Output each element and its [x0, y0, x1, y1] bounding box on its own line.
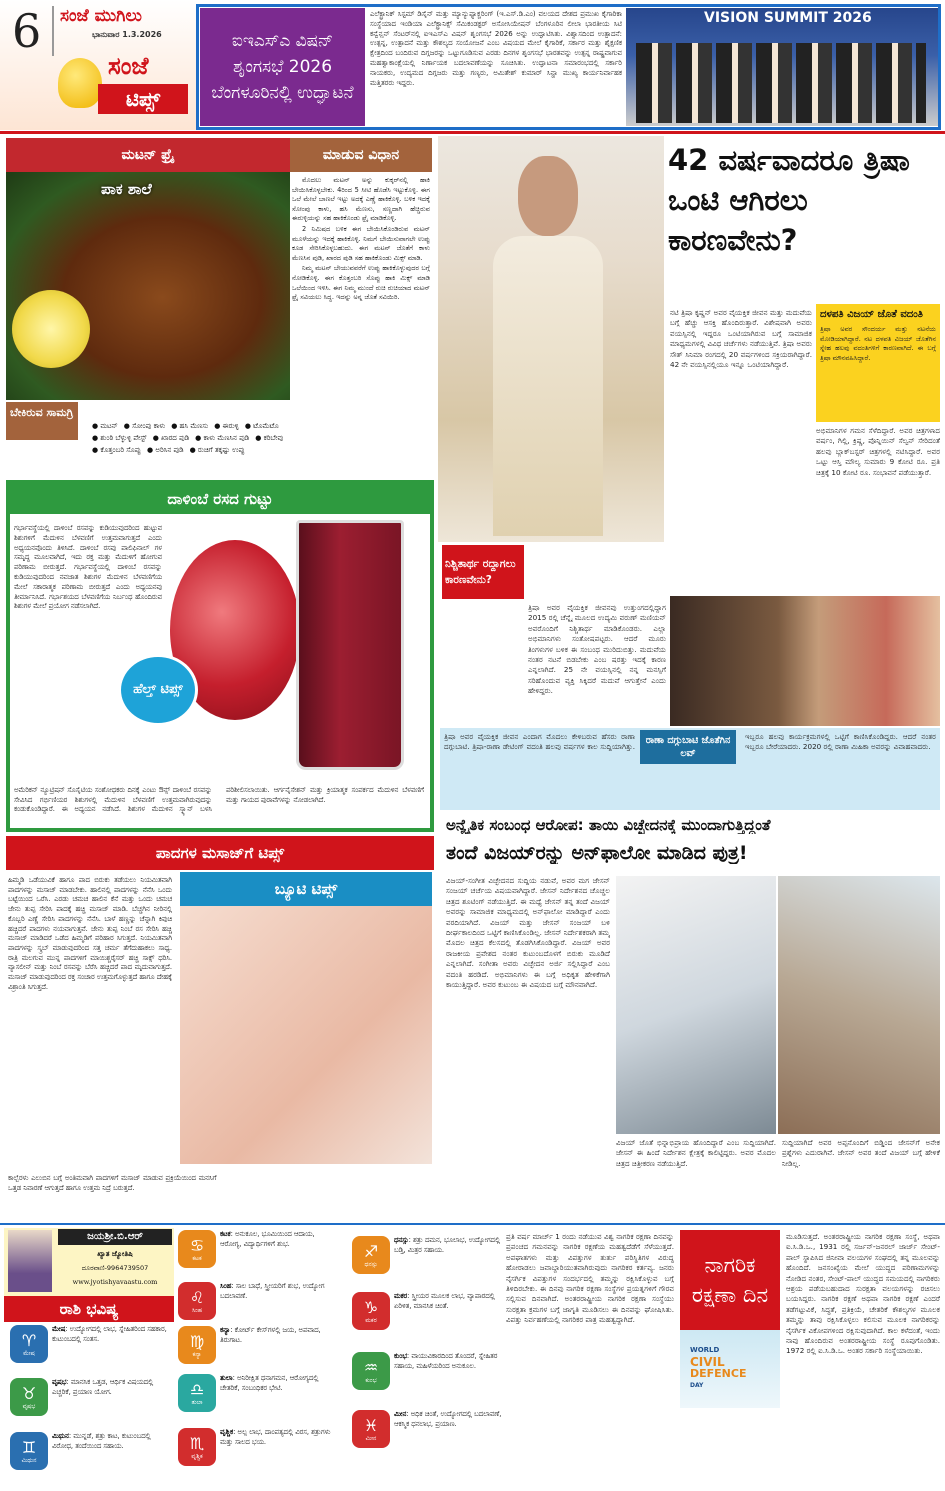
ingredient-item: ● ಖಾರದ ಪುಡಿ [152, 434, 190, 442]
ingredient-item: ● ರುಚಿಗೆ ತಕ್ಕಷ್ಟು ಉಪ್ಪು [189, 446, 245, 454]
vijay-caption: ಸುದ್ದಿಯಾಗಿದೆ ಅವರ ಅಪ್ಪನೊಂದಿಗೆ ಬಿಡ್ಡಿಂದ ಜೇಸನ್‌ಗೆ ಅನೇಕ ಪ್ರಶ್ನೆಗಳು ಎದುರಾಗಿವೆ. ಜೇಸನ್ ಅವರ ತಂದೆ ವಿಜಯ್ ಬಗ್ಗೆ ಹೇಳಿಕೆ ನೀಡಿಲ್ಲ. [782, 1138, 940, 1168]
astrologer-name: ಜಯಶ್ರೀ.ಬಿ.ಆರ್ [58, 1229, 172, 1245]
astrologer-avatar [8, 1230, 52, 1292]
sign-prediction: ಸ್ತ್ರೀಯರ ಮೂಲಕ ಲಾಭ, ವ್ಯಾಪಾರದಲ್ಲಿ ಏರಿಳಿತ, ಮಾನಸಿಕ ಚಿಂತೆ. [394, 1292, 495, 1310]
zodiac-glyph: ♈ [21, 1330, 37, 1350]
method-step: ನಿಮ್ಮ ಮಟನ್ ಬೇಯುವವರೆಗೆ ಉಪ್ಪು ಹಾಕಿಕೊಳ್ಳುವುದರ ಬಗ್ಗೆ ನೋಡಿಕೊಳ್ಳಿ. ಈಗ ಕೊತ್ತಂಬರಿ ಸೊಪ್ಪು ಹಾಕಿ ಮಿಕ್ಸ್ ಮಾಡಿ ಒಲೆಯಿಂದ ಇಳಿಸಿ. ಈಗ ನಿಮ್ಮ ಮುಂದೆ ರುಚಿ ರುಚಿಯಾದ ಮಟನ್ ಫ್ರೈ ಸವಿಯಲು ಸಿದ್ಧ. ಇದನ್ನು ಅನ್ನ ಜೊತೆ ಸವಿಯಿರಿ. [292, 264, 430, 302]
pomegranate-body: ಗರ್ಭಾವಸ್ಥೆಯಲ್ಲಿ ದಾಳಿಂಬೆ ರಸವನ್ನು ಕುಡಿಯುವುದರಿಂದ ಹುಟ್ಟುವ ಶಿಶುಗಳಿಗೆ ಮೆದುಳಿನ ಬೆಳವಣಿಗೆ ಉತ್ತಮವಾಗುತ್ತದೆ ಎಂದು ಅಧ್ಯಯನವೊಂದು ತಿಳಿಸಿದೆ. ದಾಳಿಂಬೆ ರಸವು ಪಾಲಿಫಿನಾಲ್ ಗಳ ಸಮೃದ್ಧ ಮೂಲವಾಗಿದೆ, ಇದು ರಕ್ತ ಮತ್ತು ಮೆದುಳಿಗೆ ಹೋಗುವ ಪರಿಣಾಮ ಬೀರುತ್ತದೆ. ಗರ್ಭಾವಸ್ಥೆಯಲ್ಲಿ ದಾಳಿಂಬೆ ರಸವನ್ನು ಕುಡಿಯುವುದರಿಂದ ನವಜಾತ ಶಿಶುಗಳ ಮೆದುಳಿನ ಬೆಳವಣಿಗೆಯ ಮೇಲೆ ಸಕಾರಾತ್ಮಕ ಪರಿಣಾಮ ಬೀರುತ್ತದೆ ಎಂದು ಅಧ್ಯಯನವು ತೀರ್ಮಾನಿಸಿದೆ. ಗರ್ಭಾಶಯದ ಬೆಳವಣಿಗೆಯ ನಿರ್ಬಂಧ ಹೊಂದಿರುವ ಶಿಶುಗಳ ಮೇಲೆ ಪ್ರಯೋಗ ನಡೆಸಲಾಗಿದೆ. [14, 524, 162, 611]
divider [52, 6, 54, 56]
horoscope-sign [352, 1352, 512, 1390]
zodiac-icon [352, 1292, 390, 1330]
header-rule [0, 131, 945, 134]
ingredient-item: ● ಮಟನ್ [92, 422, 118, 430]
health-title: ದಾಳಿಂಬೆ ರಸದ ಗುಟ್ಟು [10, 484, 430, 514]
health-tips-badge: ಹೆಲ್ತ್ ಟಿಪ್ಸ್ [118, 654, 198, 726]
ingredient-item: ● ಅರಿಸಿನ ಪುಡಿ [147, 446, 184, 454]
method-step: ಮೊದಲು ಮಟನ್ ಅನ್ನು ಕುಕ್ಕರ್‌ನಲ್ಲಿ ಹಾಕಿ ಬೇಯಿಸಿಕೊಳ್ಳಬೇಕು. 4ರಿಂದ 5 ಸೀಟಿ ಹೊಡೆಸಿ ಇಟ್ಟುಕೊಳ್ಳಿ. ಈಗ ಒಲೆ ಮೇಲೆ ಬಾಣಲೆ ಇಟ್ಟು ಅದಕ್ಕೆ ಎಣ್ಣೆ ಹಾಕಿಕೊಳ್ಳಿ. ಬಳಿಕ ಇದಕ್ಕೆ ಸೋಂಪು ಕಾಳು, ಹಸಿ ಮೆಣಸು, ಸಣ್ಣದಾಗಿ ಹೆಚ್ಚಿರುವ ಈರುಳ್ಳಿಯನ್ನು ಸಹ ಹಾಕಿಕೊಂಡು ಫ್ರೈ ಮಾಡಿಕೊಳ್ಳಿ. [292, 176, 430, 223]
sign-prediction: ಅನಿರೀಕ್ಷಿತ ಧನಾಗಮನ, ಆರೋಗ್ಯದಲ್ಲಿ ಚೇತರಿಕೆ, ಸಂಬಂಧಿಕರ ಭೇಟಿ. [220, 1374, 319, 1392]
zodiac-icon [352, 1352, 390, 1390]
sign-name: ಮೀನ [394, 1410, 407, 1418]
sign-text: ವೃಷಭ: ಮಾನಸಿಕ ಒತ್ತಡ, ಆರ್ಥಿಕ ವಿಷಯದಲ್ಲಿ ಎಚ್ಚರಿಕೆ, ಪ್ರಯಾಣ ಯೋಗ. [52, 1378, 154, 1396]
saree [493, 236, 603, 536]
horoscope-sign [178, 1326, 338, 1364]
foot-massage-photo [180, 906, 432, 1164]
sign-name: ವೃಶ್ಚಿಕ [220, 1428, 234, 1436]
zodiac-label: ಮಕರ [365, 1316, 377, 1324]
horoscope-sign [352, 1236, 512, 1274]
zodiac-icon [178, 1374, 216, 1412]
zodiac-label: ತುಲಾ [191, 1398, 203, 1406]
zodiac-label: ವೃಶ್ಚಿಕ [191, 1452, 203, 1460]
love-title: ರಾಣಾ ದಗ್ಗುಬಾಟಿ ಜೊತೆಗಿನ ಲವ್ [640, 730, 736, 764]
sign-prediction: ಮುನ್ನಡೆ, ಶತ್ರು ಕಾಟ, ಕುಟುಂಬದಲ್ಲಿ ವಿರೋಧ, ತಂದೆಯಿಂದ ಸಹಾಯ. [52, 1432, 151, 1450]
sign-text: ವೃಶ್ಚಿಕ: ಅಲ್ಪ ಲಾಭ, ದಾಂಪತ್ಯದಲ್ಲಿ ವಿರಸ, ಶತ್ರುಗಳು ಮತ್ತು ಸಾಲದ ಭಯ. [220, 1428, 331, 1446]
horoscope-sign [178, 1230, 338, 1268]
ingredient-item: ● ಶುಂಠಿ ಬೆಳ್ಳುಳ್ಳಿ ಪೇಸ್ಟ್ [92, 434, 147, 442]
ingredient-item: ● ಸೋಂಪು ಕಾಳು [123, 422, 166, 430]
ingredient-item: ● ಹಸಿ ಮೆಣಸು [171, 422, 209, 430]
sign-prediction: ಸಾಲ ಬಾಧೆ, ಸ್ತ್ರೀಯರಿಗೆ ಶುಭ, ಉದ್ಯೋಗ ಬದಲಾವಣೆ. [220, 1282, 325, 1300]
civil-body-left: ಪ್ರತಿ ವರ್ಷ ಮಾರ್ಚ್ 1 ರಂದು ನಡೆಯುವ ವಿಶ್ವ ನಾಗರಿಕ ರಕ್ಷಣಾ ದಿನವನ್ನು ಪ್ರಪಂಚದ ಗಮನವನ್ನು ನಾಗರಿಕ ರಕ್ಷಣೆಯ ಮಹತ್ವದೆಡೆಗೆ ಸೆಳೆಯುತ್ತದೆ. ಅಪಘಾತಗಳು ಮತ್ತು ವಿಪತ್ತುಗಳ ತುರ್ತು ಪರಿಸ್ಥಿತಿಗಳ ವಿರುದ್ಧ ಹೋರಾಡಲು ಜವಾಬ್ದಾರಿಯುತವಾಗಿರುವುದು ನಾಗರಿಕರ ಕರ್ತವ್ಯ. ಜನರು ನೈಸರ್ಗಿಕ ವಿಪತ್ತುಗಳ ಸಂದರ್ಭದಲ್ಲಿ ತಮ್ಮನ್ನು ರಕ್ಷಿಸಿಕೊಳ್ಳುವ ಬಗ್ಗೆ ತಿಳಿದಿರಬೇಕು. ಈ ದಿನವು ನಾಗರಿಕ ರಕ್ಷಣಾ ಸಂಸ್ಥೆಗಳ ಪ್ರಯತ್ನಗಳಿಗೆ ಗೌರವ ಸಲ್ಲಿಸುವ ದಿನವಾಗಿದೆ. ಅಂತರರಾಷ್ಟ್ರೀಯ ನಾಗರಿಕ ರಕ್ಷಣಾ ಸಂಸ್ಥೆಯು ಸುರಕ್ಷತಾ ಕ್ರಮಗಳ ಬಗ್ಗೆ ಜಾಗೃತಿ ಮೂಡಿಸಲು ಈ ದಿನವನ್ನು ಘೋಷಿಸಿತು. ವಿಪತ್ತು ನಿರ್ವಹಣೆಯಲ್ಲಿ ನಾಗರಿಕರ ಪಾತ್ರ ಮಹತ್ವದ್ದಾಗಿದೆ. [506, 1232, 674, 1325]
vijay-headline-1: ಅನ್ಯೈತಿಕ ಸಂಬಂಧ ಆರೋಪ: ತಾಯಿ ವಿಚ್ಛೇದನಕ್ಕೆ ಮುಂದಾಗುತ್ತಿದ್ದಂತೆ [446, 816, 771, 834]
group-of-people [636, 43, 926, 123]
zodiac-glyph: ♉ [21, 1383, 37, 1403]
zodiac-label: ಕಟಕ [192, 1254, 202, 1262]
zodiac-icon [10, 1325, 48, 1363]
zodiac-label: ಮೀನ [365, 1434, 377, 1442]
paper-name: ಸಂಜೆ ಮುಗಿಲು [60, 6, 142, 26]
sign-text: ಕಟಕ: ಅನುಕೂಲ, ಭೂಮಿಯಿಂದ ಆದಾಯ, ಆರೋಗ್ಯ, ವಿದ್ಯಾರ್ಥಿಗಳಿಗೆ ಶುಭ. [220, 1230, 315, 1248]
horoscope-title: ರಾಶಿ ಭವಿಷ್ಯ [4, 1296, 174, 1322]
zodiac-icon [10, 1378, 48, 1416]
sign-prediction: ಉದ್ಯೋಗದಲ್ಲಿ ಲಾಭ, ಸ್ನೇಹಿತರಿಂದ ಸಹಕಾರ, ಕುಟುಂಬದಲ್ಲಿ ಸಂತಸ. [52, 1325, 167, 1343]
sign-text: ತುಲಾ: ಅನಿರೀಕ್ಷಿತ ಧನಾಗಮನ, ಆರೋಗ್ಯದಲ್ಲಿ ಚೇತರಿಕೆ, ಸಂಬಂಧಿಕರ ಭೇಟಿ. [220, 1374, 319, 1392]
logo-civil: CIVIL [690, 1355, 725, 1369]
zodiac-label: ಕನ್ಯಾ [192, 1350, 202, 1358]
juice-glass-image [296, 520, 404, 770]
engagement-title: ನಿಶ್ಚಿತಾರ್ಥ ರದ್ದಾಗಲು ಕಾರಣವೇನು? [442, 545, 524, 599]
sign-prediction: ಕೋರ್ಟ್ ಕೇಸ್‌ಗಳಲ್ಲಿ ಜಯ, ಅಪವಾದ, ತಿರುಗಾಟ. [220, 1326, 321, 1344]
rumor-box [816, 304, 940, 422]
horoscope-sign [178, 1374, 338, 1412]
sign-text: ಮಿಥುನ: ಮುನ್ನಡೆ, ಶತ್ರು ಕಾಟ, ಕುಟುಂಬದಲ್ಲಿ ವಿರೋಧ, ತಂದೆಯಿಂದ ಸಹಾಯ. [52, 1432, 151, 1450]
ingredient-item: ● ಟೊಮೆಟೊ [244, 422, 279, 430]
section-title-1: ಸಂಜೆ [108, 52, 149, 80]
zodiac-label: ಮಿಥುನ [21, 1456, 37, 1464]
masthead [0, 0, 196, 130]
civil-body-right: ಮೂಡಿಸುತ್ತದೆ. ಅಂತರರಾಷ್ಟ್ರೀಯ ನಾಗರಿಕ ರಕ್ಷಣಾ ಸಂಸ್ಥೆ, ಅಥವಾ ಐ.ಸಿ.ಡಿ.ಒ., 1931 ರಲ್ಲಿ ಸರ್ಜನ್-ಜನರಲ್ ಜಾರ್ಜ್ ಸೇಂಟ್-ಪಾಲ್ ಸ್ಥಾಪಿಸಿದ ಜಿನೀವಾ ವಲಯಗಳ ಸಂಘದಲ್ಲಿ ತನ್ನ ಮೂಲವನ್ನು ಹೊಂದಿದೆ. ಜನಸಂಖ್ಯೆಯ ಮೇಲೆ ಯುದ್ಧದ ಪರಿಣಾಮಗಳನ್ನು ನೋಡಿದ ನಂತರ, ಸೇಂಟ್-ಪಾಲ್ ಯುದ್ಧದ ಸಮಯದಲ್ಲಿ ನಾಗರಿಕರು ಆಶ್ರಯ ಪಡೆಯಬಹುದಾದ ಸುರಕ್ಷತಾ ವಲಯಗಳನ್ನು ರಚಿಸಲು ಬಯಸಿದ್ದರು. ನಾಗರಿಕ ರಕ್ಷಣೆ ಅಥವಾ ನಾಗರಿಕ ರಕ್ಷಣೆ ಎಂದರೆ ತಡೆಗಟ್ಟುವಿಕೆ, ಸಿದ್ಧತೆ, ಪ್ರತಿಕ್ರಿಯೆ, ಚೇತರಿಕೆ ಕೌಶಲ್ಯಗಳ ಮೂಲಕ ತಮ್ಮನ್ನು ತಾವು ರಕ್ಷಿಸಿಕೊಳ್ಳಲು ಕಲಿಸುವ ಮೂಲಕ ನಾಗರಿಕರನ್ನು ನೈಸರ್ಗಿಕ ವಿಕೋಪಗಳಿಂದ ರಕ್ಷಿಸುವುದಾಗಿದೆ. ಕಾಲ ಕಳೆದಂತೆ, ಇಂದು ನಾವು ಹೊಂದಿರುವ ಅಂತರರಾಷ್ಟ್ರೀಯ ಸಂಸ್ಥೆ ರೂಪುಗೊಂಡಿತು. 1972 ರಲ್ಲಿ ಐ.ಸಿ.ಡಿ.ಒ. ಅಂತರ ಸರ್ಕಾರಿ ಸಂಸ್ಥೆಯಾಯಿತು. [786, 1232, 940, 1356]
zodiac-glyph: ♑ [363, 1297, 379, 1317]
zodiac-label: ಕುಂಭ [365, 1376, 377, 1384]
zodiac-glyph: ♎ [189, 1379, 205, 1399]
foot-footer: ಕಾಲ್ಬೆರಳು ಎಲುಬಿನ ಬಗ್ಗೆ ಅಂತಿಮವಾಗಿ ಪಾದಗಳಿಗೆ ಮಸಾಜ್ ಮಾಡುವ ಪ್ರಕ್ರಿಯೆಯಿಂದ ಮನಸಿಗೆ ಒತ್ತಡ ನಿವಾರಣೆ ಆಗುತ್ತದೆ ಹಾಗೂ ಉತ್ತಮ ನಿದ್ರೆ ಬರುತ್ತದೆ. [8, 1174, 217, 1192]
photo-banner: VISION SUMMIT 2026 [704, 10, 872, 26]
method-body [292, 176, 430, 476]
civil-defence-logo [680, 1330, 780, 1408]
sign-text: ಸಿಂಹ: ಸಾಲ ಬಾಧೆ, ಸ್ತ್ರೀಯರಿಗೆ ಶುಭ, ಉದ್ಯೋಗ ಬದಲಾವಣೆ. [220, 1282, 325, 1300]
zodiac-icon [178, 1428, 216, 1466]
sign-text: ಕುಂಭ: ವಾಯುವಿಕಾರದಿಂದ ತೊಂದರೆ, ಸ್ನೇಹಿತರ ಸಹಾಯ, ಮಹಿಳೆಯರಿಂದ ಅನುಕೂಲ. [394, 1352, 498, 1370]
ingredient-item: ● ಈರುಳ್ಳಿ [214, 422, 239, 430]
zodiac-glyph: ♋ [189, 1235, 205, 1255]
face [518, 156, 578, 236]
sign-text: ಮೇಷ: ಉದ್ಯೋಗದಲ್ಲಿ ಲಾಭ, ಸ್ನೇಹಿತರಿಂದ ಸಹಕಾರ, ಕುಟುಂಬದಲ್ಲಿ ಸಂತಸ. [52, 1325, 167, 1343]
foot-body: ಹಿಮ್ಮಡಿ ಒಡೆಯುವಿಕೆ ಹಾಗೂ ಪಾದ ಬಿರುಕು ತಡೆಯಲು ನಿಯಮಿತವಾಗಿ ಪಾದಗಳನ್ನು ಮಸಾಜ್ ಮಾಡಬೇಕು. ಹಾಲಿನಲ್ಲಿ ಪಾದಗಳನ್ನು ನೆನೆಸಿ ಒಂದು ಬಟ್ಟೆಯಿಂದ ಒರೆಸಿ. ಎರಡು ಚಮಚ ಹಾಲಿನ ಕೆನೆ ಮತ್ತು ಒಂದು ಚಮಚ ಜೇನು ತುಪ್ಪ ಸೇರಿಸಿ ಪಾದಕ್ಕೆ ಹಚ್ಚಿ ಮಸಾಜ್ ಮಾಡಿ. ಬೆಚ್ಚಗಿನ ನೀರಿನಲ್ಲಿ ಕೊಬ್ಬರಿ ಎಣ್ಣೆ ಸೇರಿಸಿ ಪಾದಗಳನ್ನು ನೆನೆಸಿ. ಬಾಳೆ ಹಣ್ಣನ್ನು ಚೆನ್ನಾಗಿ ಕಿವುಚಿ ಹಚ್ಚಿದರೆ ಪಾದಗಳು ನಯವಾಗುತ್ತವೆ. ಜೇನು ತುಪ್ಪ ನಿಂಬೆ ರಸ ಸೇರಿಸಿ ಹಚ್ಚಿ ಮಸಾಜ್ ಮಾಡಿದರೆ ಒಡೆದ ಹಿಮ್ಮಡಿಗೆ ಪರಿಹಾರ ಸಿಗುತ್ತದೆ. ನಿಯಮಿತವಾಗಿ ಪಾದಗಳನ್ನು ಸ್ಕ್ರಬ್ ಮಾಡುವುದರಿಂದ ಸತ್ತ ಚರ್ಮ ತೆಗೆದುಹಾಕಲು ಸಾಧ್ಯ. ರಾತ್ರಿ ಮಲಗುವ ಮುನ್ನ ಪಾದಗಳಿಗೆ ಮಾಯಿಶ್ಚರೈಸರ್ ಹಚ್ಚಿ ಸಾಕ್ಸ್ ಧರಿಸಿ. ವ್ಯಾಸಲೀನ್ ಮತ್ತು ನಿಂಬೆ ರಸವನ್ನು ಬೆರೆಸಿ ಹಚ್ಚಿದರೆ ಪಾದ ಮೃದುವಾಗುತ್ತದೆ. ಮಸಾಜ್ ಮಾಡುವುದರಿಂದ ರಕ್ತ ಸಂಚಾರ ಉತ್ತಮಗೊಳ್ಳುತ್ತದೆ ಹಾಗೂ ದೇಹಕ್ಕೆ ವಿಶ್ರಾಂತಿ ಸಿಗುತ್ತದೆ. [8, 876, 172, 991]
sign-prediction: ಅನುಕೂಲ, ಭೂಮಿಯಿಂದ ಆದಾಯ, ಆರೋಗ್ಯ, ವಿದ್ಯಾರ್ಥಿಗಳಿಗೆ ಶುಭ. [220, 1230, 315, 1248]
ingredient-item: ● ಕೊತ್ತಂಬರಿ ಸೊಪ್ಪು [92, 446, 141, 454]
sign-name: ಕುಂಭ [394, 1352, 407, 1360]
horoscope-sign [178, 1428, 338, 1466]
zodiac-label: ವೃಷಭ [22, 1402, 36, 1410]
zodiac-glyph: ♐ [363, 1241, 379, 1261]
method-step: 2 ನಿಮಿಷದ ಬಳಿಕ ಈಗ ಬೇಯಿಸಿಕೊಂಡಿರುವ ಮಟನ್ ಮೂಳೆಯನ್ನು ಇದಕ್ಕೆ ಹಾಕಿಕೊಳ್ಳಿ. ನಿಮಗೆ ಬೇಯಿಸುವಾಗಲೇ ಉಪ್ಪು ಕೂಡ ಸೇರಿಸಿಕೊಳ್ಳಬಹುದು. ಈಗ ಮಟನ್ ಜೊತೆಗೆ ಕಾಳು ಮೆಣಸಿನ ಪುಡಿ, ಖಾರದ ಪುಡಿ ಸಹ ಹಾಕಿಕೊಂಡು ಮಿಕ್ಸ್ ಮಾಡಿ. [292, 224, 430, 262]
bottom-rule [0, 1223, 945, 1225]
summit-photo [626, 8, 938, 126]
sign-name: ಧನಸ್ಸು [394, 1236, 409, 1244]
rumor-body: ತ್ರಿಷಾ ಅವರ ಸೌಂದರ್ಯ ಮತ್ತು ನಟನೆಯ ಮೋಡಿಯಾಗಿದ್ದಾರೆ. ನಟ ದಳಪತಿ ವಿಜಯ್ ಜೊತೆಗಿನ ಸ್ನೇಹ ಹಲವು ವದಂತಿಗಳಿಗೆ ಕಾರಣವಾಗಿದೆ. ಈ ಬಗ್ಗೆ ತ್ರಿಷಾ ಮೌನವಹಿಸಿದ್ದಾರೆ. [820, 325, 936, 362]
horoscope-sign [178, 1282, 338, 1320]
zodiac-label: ಸಿಂಹ [191, 1306, 202, 1314]
civil-title: ನಾಗರಿಕ ರಕ್ಷಣಾ ದಿನ [680, 1230, 780, 1330]
sign-prediction: ಅಲ್ಪ ಲಾಭ, ದಾಂಪತ್ಯದಲ್ಲಿ ವಿರಸ, ಶತ್ರುಗಳು ಮತ್ತು ಸಾಲದ ಭಯ. [220, 1428, 331, 1446]
vijay-photo [778, 876, 940, 1134]
zodiac-glyph: ♌ [189, 1287, 205, 1307]
ingredient-item: ● ಕರಿಬೇವು [255, 434, 284, 442]
sign-name: ತುಲಾ [220, 1374, 233, 1382]
horoscope-sign [10, 1325, 170, 1363]
sign-text: ಕನ್ಯಾ: ಕೋರ್ಟ್ ಕೇಸ್‌ಗಳಲ್ಲಿ ಜಯ, ಅಪವಾದ, ತಿರುಗಾಟ. [220, 1326, 321, 1344]
method-title: ಮಾಡುವ ವಿಧಾನ [290, 138, 432, 172]
horoscope-sign [10, 1378, 170, 1416]
vijay-headline-2: ತಂದೆ ವಿಜಯ್‌ರನ್ನು ಅನ್‌ಫಾಲೋ ಮಾಡಿದ ಪುತ್ರ! [446, 842, 748, 864]
horoscope-sign [352, 1410, 512, 1448]
sign-name: ಮೇಷ [52, 1325, 66, 1333]
zodiac-glyph: ♍ [189, 1331, 205, 1351]
sign-text: ಧನಸ್ಸು: ಶತ್ರು ದಮನ, ಭೂಲಾಭ, ಉದ್ಯೋಗದಲ್ಲಿ ಬಡ್ತಿ, ಮಿತ್ರರ ಸಹಾಯ. [394, 1236, 501, 1254]
sign-name: ಮಕರ [394, 1292, 408, 1300]
zodiac-icon [352, 1236, 390, 1274]
sign-name: ಸಿಂಹ [220, 1282, 232, 1290]
zodiac-label: ಮೇಷ [23, 1349, 35, 1357]
top-story-headline: ಐಇಎಸ್‌ಎ ವಿಷನ್ ಶೃಂಗಸಭೆ 2026 ಬೆಂಗಳೂರಿನಲ್ಲಿ ಉದ್ಘಾಟನೆ [200, 8, 365, 126]
sign-prediction: ವಾಯುವಿಕಾರದಿಂದ ತೊಂದರೆ, ಸ್ನೇಹಿತರ ಸಹಾಯ, ಮಹಿಳೆಯರಿಂದ ಅನುಕೂಲ. [394, 1352, 498, 1370]
sign-text: ಮೀನ: ಅಧಿಕ ಚಿಂತೆ, ಉದ್ಯೋಗದಲ್ಲಿ ಬದಲಾವಣೆ, ಆಕಸ್ಮಿಕ ಧನಲಾಭ, ಪ್ರಯಾಣ. [394, 1410, 502, 1428]
top-story-body: ಎಲೆಕ್ಟ್ರಾನಿಕ್ ಸಿಸ್ಟಮ್ ಡಿಸೈನ್ ಮತ್ತು ಮ್ಯಾನ್ಯುಫ್ಯಾಕ್ಚರಿಂಗ್ (ಇ.ಎಸ್.ಡಿ.ಎಂ) ವಲಯದ ದೇಶದ ಪ್ರಮುಖ ಕೈಗಾರಿಕಾ ಸಂಸ್ಥೆಯಾದ ಇಂಡಿಯಾ ಎಲೆಕ್ಟ್ರಾನಿಕ್ಸ್ ಸೆಮಿಕಂಡಕ್ಟರ್ ಅಸೋಸಿಯೇಷನ್ ಬೆಂಗಳೂರಿನ ಲೀಲಾ ಭಾರತೀಯ ಸಿಟಿ ಕನ್ವೆನ್ಷನ್ ಸೆಂಟರ್‌ನಲ್ಲಿ ಐಇಎಸ್‌ಎ ವಿಷನ್ ಶೃಂಗಸಭೆ 2026 ಅನ್ನು ಉದ್ಘಾಟಿಸಿತು. ವಿಶ್ವಾಸದಿಂದ ಉತ್ಪಾದನೆ: ಉತ್ಪನ್ನ, ಉತ್ಪಾದನೆ ಮತ್ತು ಕೌಶಲ್ಯದ ಸಂಯೋಜನೆ ಎಂಬ ವಿಷಯದ ಮೇಲೆ ಕೈಗಾರಿಕೆ, ಸರ್ಕಾರ ಮತ್ತು ಶೈಕ್ಷಣಿಕ ಕ್ಷೇತ್ರದಿಂದ ಬಂದಿರುವ ದಿಗ್ಗಜರನ್ನು ಒಟ್ಟುಗೂಡಿಸುವ ಎರಡು ದಿನಗಳ ಶೃಂಗಸಭೆ ಭಾರತವನ್ನು ಉತ್ಪನ್ನ ರಾಷ್ಟ್ರವಾಗುವ ಮಹತ್ವಾಕಾಂಕ್ಷೆಯಲ್ಲಿ ನಿರ್ಣಾಯಕ ಬದಲಾವಣೆಯನ್ನು ಸೂಚಿಸಿತು. ಉದ್ಘಾಟನಾ ಸಮಾರಂಭದಲ್ಲಿ ಸರ್ಕಾರಿ ನಾಯಕರು, ಉದ್ಯಮದ ದಿಗ್ಗಜರು ಮತ್ತು ಗಣ್ಯರು, ಅಮಿತೇಶ್ ಕುಮಾರ್ ಸಿನ್ಹಾ ಮುಖ್ಯ ಕಾರ್ಯನಿರ್ವಾಹಕ ಮತ್ತಿತರರು ಇದ್ದರು. [370, 10, 622, 87]
sign-name: ವೃಷಭ [52, 1378, 67, 1386]
vijay-body: ವಿಜಯ್-ಸಂಗೀತ ವಿಚ್ಛೇದನದ ಸುದ್ದಿಯ ನಡುವೆ, ಅವರ ಮಗ ಜೇಸನ್ ಸಂಜಯ್ ಚರ್ಚೆಯ ವಿಷಯವಾಗಿದ್ದಾರೆ. ಜೇಸನ್ ನಿರ್ದೇಶನದ ಚೊಚ್ಚಲ ಚಿತ್ರದ ಶೂಟಿಂಗ್ ನಡೆಯುತ್ತಿದೆ. ಈ ಮಧ್ಯೆ ಜೇಸನ್ ತನ್ನ ತಂದೆ ವಿಜಯ್ ಅವರನ್ನು ಸಾಮಾಜಿಕ ಮಾಧ್ಯಮದಲ್ಲಿ ಅನ್‌ಫಾಲೋ ಮಾಡಿದ್ದಾರೆ ಎಂದು ವರದಿಯಾಗಿದೆ. ವಿಜಯ್ ಮತ್ತು ಜೇಸನ್ ಸಂಜಯ್ ಬಳಿ ದೀರ್ಘಕಾಲದಿಂದ ಒಟ್ಟಿಗೆ ಕಾಣಿಸಿಕೊಂಡಿಲ್ಲ. ಜೇಸನ್ ನಿರ್ದೇಶಕರಾಗಿ ತಮ್ಮ ಮೊದಲ ಚಿತ್ರದ ಕೆಲಸದಲ್ಲಿ ತೊಡಗಿಸಿಕೊಂಡಿದ್ದಾರೆ. ವಿಜಯ್ ಅವರ ರಾಜಕೀಯ ಪ್ರವೇಶದ ನಂತರ ಕುಟುಂಬದೊಳಗೆ ಬಿರುಕು ಮೂಡಿದೆ ಎನ್ನಲಾಗಿದೆ. ಸಂಗೀತಾ ಅವರು ವಿಚ್ಛೇದನ ಅರ್ಜಿ ಸಲ್ಲಿಸಿದ್ದಾರೆ ಎಂಬ ವದಂತಿ ಹರಡಿದೆ. ಅಭಿಮಾನಿಗಳು ಈ ಬಗ್ಗೆ ಅಧಿಕೃತ ಹೇಳಿಕೆಗಾಗಿ ಕಾಯುತ್ತಿದ್ದಾರೆ. ಅವರ ಕುಟುಂಬ ಈ ವಿಷಯದ ಬಗ್ಗೆ ಮೌನವಾಗಿದೆ. [446, 876, 610, 990]
trisha-photo [438, 136, 664, 542]
sign-name: ಕಟಕ [220, 1230, 231, 1238]
section-title-2: ಟಿಪ್ಸ್ [98, 84, 188, 114]
lemon-image [12, 290, 90, 368]
zodiac-glyph: ♓ [363, 1415, 379, 1435]
zodiac-icon [352, 1410, 390, 1448]
page-number: 6 [12, 4, 42, 58]
sign-prediction: ಶತ್ರು ದಮನ, ಭೂಲಾಭ, ಉದ್ಯೋಗದಲ್ಲಿ ಬಡ್ತಿ, ಮಿತ್ರರ ಸಹಾಯ. [394, 1236, 501, 1254]
vijay-trisha-photo [670, 596, 940, 726]
sign-name: ಮಿಥುನ [52, 1432, 69, 1440]
astrologer-phone: ದೂರವಾಣಿ-9964739507 [81, 1264, 149, 1272]
horoscope-sign [352, 1292, 512, 1330]
engagement-body: ತ್ರಿಷಾ ಅವರ ವೈಯಕ್ತಿಕ ಜೀವನವು ಉತ್ತುಂಗದಲ್ಲಿದ್ದಾಗ 2015 ರಲ್ಲಿ ಚೆನ್ನೈ ಮೂಲದ ಉದ್ಯಮಿ ವರುಣ್ ಮಣಿಯನ್ ಅವರೊಂದಿಗೆ ನಿಶ್ಚಿತಾರ್ಥ ಮಾಡಿಕೊಂಡರು. ಎಲ್ಲಾ ಅಭಿಮಾನಿಗಳು ಸಂತೋಷಪಟ್ಟರು. ಆದರೆ ಮೂರು ತಿಂಗಳುಗಳ ಬಳಿಕ ಈ ಸಂಬಂಧ ಮುರಿದುಬಿತ್ತು. ಮದುವೆಯ ನಂತರ ನಟನೆ ಬಿಡಬೇಕು ಎಂಬ ಷರತ್ತು ಇದಕ್ಕೆ ಕಾರಣ ಎನ್ನಲಾಗಿದೆ. 25 ನೇ ವಯಸ್ಸಿನಲ್ಲಿ ನನ್ನ ಮನಸ್ಸಿಗೆ ಸರಿಹೊಂದುವ ವ್ಯಕ್ತಿ ಸಿಕ್ಕಿದರೆ ಮದುವೆ ಆಗುತ್ತೇನೆ ಎಂದು ಹೇಳಿದ್ದರು. [528, 603, 666, 696]
zodiac-icon [178, 1326, 216, 1364]
horoscope-sign [10, 1432, 170, 1470]
issue-date: ಭಾನುವಾರ 1.3.2026 [92, 30, 162, 39]
zodiac-glyph: ♊ [21, 1437, 37, 1457]
kitchen-label: ಪಾಕ ಶಾಲೆ [101, 180, 152, 198]
zodiac-glyph: ♏ [189, 1433, 205, 1453]
zodiac-icon [178, 1230, 216, 1268]
ingredient-item: ● ಕಾಳು ಮೆಣಸಿನ ಪುಡಿ [195, 434, 250, 442]
ingredients-title: ಬೇಕಿರುವ ಸಾಮಗ್ರಿ [6, 402, 78, 440]
trisha-body-2: ಅಭಿಮಾನಿಗಳ ಗಮನ ಸೆಳೆದಿದ್ದಾರೆ. ಅವರ ಚಿತ್ರಗಳಾದ ವರ್ಷಂ, ಗಿಲ್ಲಿ, ಕ್ರಿಷ್ಣ, ಪೊನ್ನಿಯಿನ್ ಸೆಲ್ವನ್ ಸೇರಿದಂತೆ ಹಲವು ಬ್ಲಾಕ್‌ಬಸ್ಟರ್ ಚಿತ್ರಗಳಲ್ಲಿ ನಟಿಸಿದ್ದಾರೆ. ಅವರ ಒಟ್ಟು ಆಸ್ತಿ ಮೌಲ್ಯ ಸುಮಾರು 9 ಕೋಟಿ ರೂ. ಪ್ರತಿ ಚಿತ್ರಕ್ಕೆ 10 ಕೋಟಿ ರೂ. ಸಂಭಾವನೆ ಪಡೆಯುತ್ತಾರೆ. [816, 426, 940, 477]
recipe-title: ಮಟನ್ ಫ್ರೈ [6, 138, 290, 172]
sign-prediction: ಮಾನಸಿಕ ಒತ್ತಡ, ಆರ್ಥಿಕ ವಿಷಯದಲ್ಲಿ ಎಚ್ಚರಿಕೆ, ಪ್ರಯಾಣ ಯೋಗ. [52, 1378, 154, 1396]
beauty-tips-badge: ಬ್ಯೂಟಿ ಟಿಪ್ಸ್ [180, 872, 432, 906]
zodiac-icon [178, 1282, 216, 1320]
love-body: ತ್ರಿಷಾ ಅವರ ವೈಯಕ್ತಿಕ ಜೀವನ ಎಂದಾಗ ಮೊದಲು ಕೇಳಿಬರುವ ಹೆಸರು ರಾಣಾ ದಗ್ಗುಬಾಟಿ. ತ್ರಿಷಾ-ರಾಣಾ ಡೇಟಿಂಗ್ ವದಂತಿ ಹಲವು ವರ್ಷಗಳ ಕಾಲ ಸುದ್ದಿಯಾಗಿತ್ತು. ಇಬ್ಬರೂ ಹಲವು ಕಾರ್ಯಕ್ರಮಗಳಲ್ಲಿ ಒಟ್ಟಿಗೆ ಕಾಣಿಸಿಕೊಂಡಿದ್ದರು. ಆದರೆ ನಂತರ ಇಬ್ಬರೂ ಬೇರೆಯಾದರು. 2020 ರಲ್ಲಿ ರಾಣಾ ಮಿಹಿಕಾ ಅವರನ್ನು ವಿವಾಹವಾದರು. [444, 732, 936, 752]
astrologer-website[interactable]: www.jyotishyavaastu.com [72, 1278, 158, 1286]
logo-day: DAY [690, 1382, 704, 1389]
sign-name: ಕನ್ಯಾ [220, 1326, 231, 1334]
jason-photo [616, 876, 776, 1134]
sign-prediction: ಅಧಿಕ ಚಿಂತೆ, ಉದ್ಯೋಗದಲ್ಲಿ ಬದಲಾವಣೆ, ಆಕಸ್ಮಿಕ ಧನಲಾಭ, ಪ್ರಯಾಣ. [394, 1410, 502, 1428]
rumor-title: ದಳಪತಿ ವಿಜಯ್ ಜೊತೆ ವದಂತಿ [820, 309, 923, 320]
zodiac-glyph: ♒ [363, 1357, 379, 1377]
trisha-body: ನಟಿ ತ್ರಿಷಾ ಕೃಷ್ಣನ್ ಅವರ ವೈಯಕ್ತಿಕ ಜೀವನ ಮತ್ತು ಮದುವೆಯ ಬಗ್ಗೆ ಹೆಚ್ಚು ಆಸಕ್ತಿ ಹೊಂದಿರುತ್ತಾರೆ. ವಿಶೇಷವಾಗಿ ಅವರು ವಯಸ್ಸಿನಲ್ಲಿ ಇದ್ದರೂ ಒಂಟಿಯಾಗಿರುವ ಬಗ್ಗೆ ಸಾಮಾಜಿಕ ಮಾಧ್ಯಮಗಳಲ್ಲಿ ವಿವಿಧ ಚರ್ಚೆಗಳು ನಡೆಯುತ್ತಿವೆ. ತ್ರಿಷಾ ಅವರು ಸೌತ್ ಸಿನಿಮಾ ರಂಗದಲ್ಲಿ 20 ವರ್ಷಗಳಿಂದ ಸಕ್ರಿಯರಾಗಿದ್ದಾರೆ. 42 ನೇ ವಯಸ್ಸಿನಲ್ಲಿಯೂ ಇನ್ನೂ ಒಂಟಿಯಾಗಿದ್ದಾರೆ. [670, 308, 812, 370]
zodiac-icon [10, 1432, 48, 1470]
beauty-title: ಪಾದಗಳ ಮಸಾಜ್‌ಗೆ ಟಿಪ್ಸ್ [6, 836, 434, 870]
mutton-fry-photo [6, 172, 290, 400]
pomegranate-footer: ಅಮೆರಿಕನ್ ನ್ಯೂಟ್ರಿಷನ್ ಸೊಸೈಟಿಯ ಸಂಶೋಧಕರು ದಿನಕ್ಕೆ ಎಂಟು ಔನ್ಸ್ ದಾಳಿಂಬೆ ರಸವನ್ನು ಸೇವಿಸಿದ ಗರ್ಭಿಣಿಯರ ಶಿಶುಗಳಲ್ಲಿ ಮೆದುಳಿನ ಬೆಳವಣಿಗೆ ಉತ್ತಮವಾಗಿರುವುದನ್ನು ಕಂಡುಕೊಂಡಿದ್ದಾರೆ. ಈ ಅಧ್ಯಯನ ನಡೆಸಿದೆ. ಶಿಶುಗಳ ಮೆದುಳಿನ ಸ್ಕ್ಯಾನ್ ಬಳಸಿ ಪರಿಶೀಲಿಸಲಾಯಿತು. ಆರ್ಗನೈಸೇಶನ್ ಮತ್ತು ಕ್ರಿಯಾತ್ಮಕ ಸಂಪರ್ಕದ ಮೆದುಳಿನ ಬೆಳವಣಿಗೆ ಮತ್ತು ಗಾಯದ ಪುರಾವೆಗಳನ್ನು ನೋಡಲಾಗಿದೆ. [14, 786, 424, 814]
jason-caption: ವಿಜಯ್ ಜೊತೆ ಭಿನ್ನಾಭಿಪ್ರಾಯ ಹೊಂದಿದ್ದಾರೆ ಎಂಬ ಸುದ್ದಿಯಾಗಿದೆ. ಜೇಸನ್ ಈ ಹಿಂದೆ ನಿರ್ದೇಶನ ಕ್ಷೇತ್ರಕ್ಕೆ ಕಾಲಿಟ್ಟಿದ್ದರು. ಅವರ ಮೊದಲ ಚಿತ್ರದ ಚಿತ್ರೀಕರಣ ನಡೆಯುತ್ತಿದೆ. [616, 1138, 776, 1168]
zodiac-label: ಧನಸ್ಸು [364, 1260, 378, 1268]
ingredients-list [10, 420, 290, 476]
lightbulb-icon [58, 58, 102, 108]
logo-world: WORLD [690, 1346, 720, 1354]
astrologer-title: ಖ್ಯಾತ ಜ್ಯೋತಿಷಿ [97, 1250, 133, 1258]
trisha-headline: 42 ವರ್ಷವಾದರೂ ತ್ರಿಷಾ ಒಂಟಿ ಆಗಿರಲು ಕಾರಣವೇನು? [668, 143, 910, 257]
logo-defence: DEFENCE [690, 1367, 747, 1380]
sign-text: ಮಕರ: ಸ್ತ್ರೀಯರ ಮೂಲಕ ಲಾಭ, ವ್ಯಾಪಾರದಲ್ಲಿ ಏರಿಳಿತ, ಮಾನಸಿಕ ಚಿಂತೆ. [394, 1292, 495, 1310]
